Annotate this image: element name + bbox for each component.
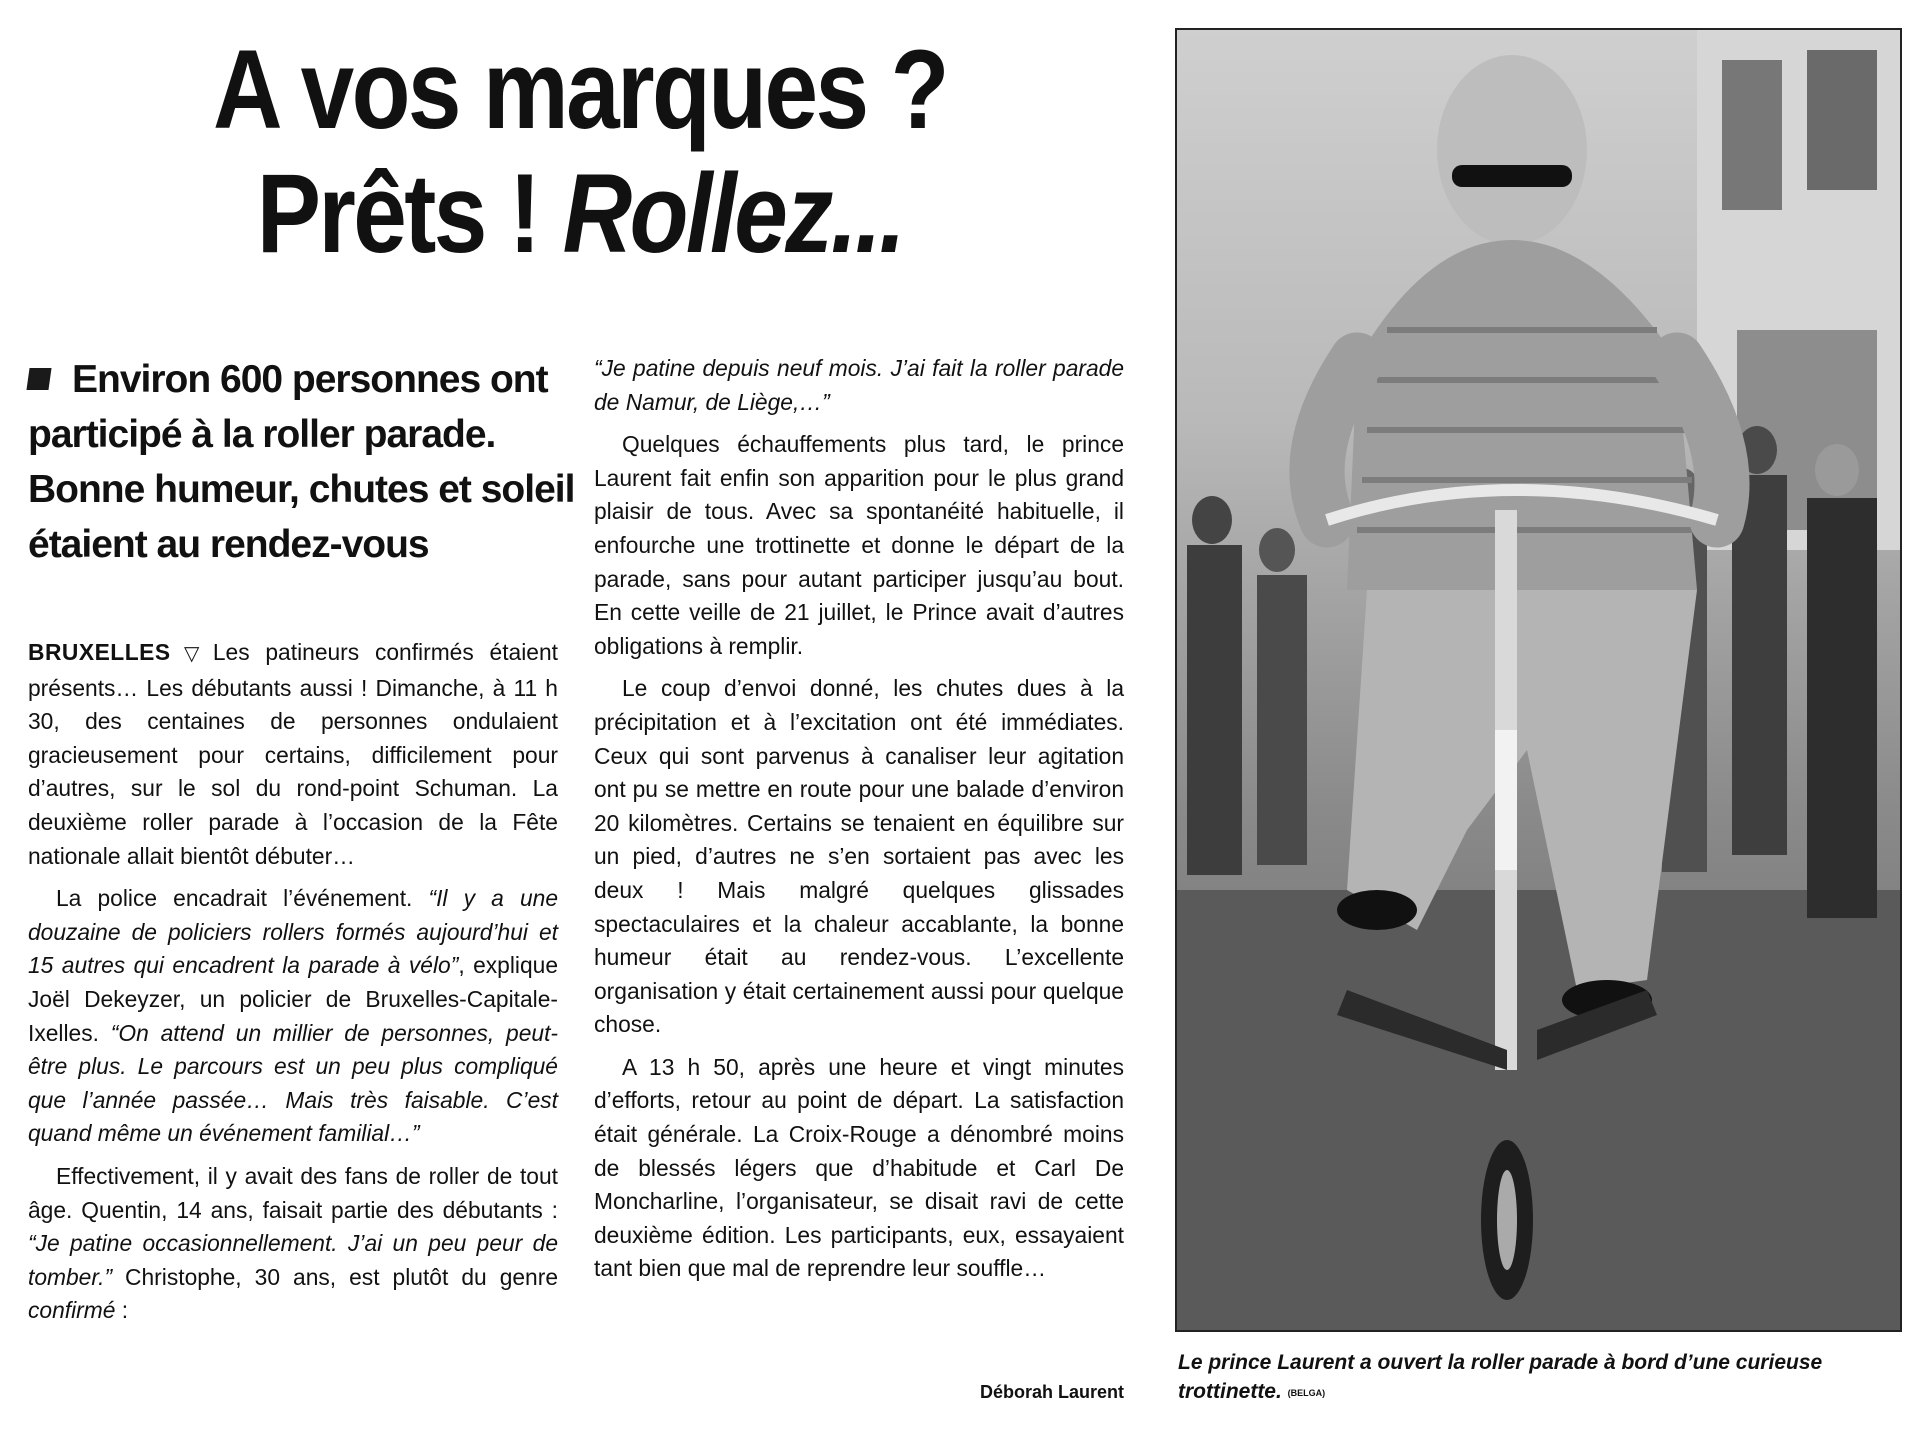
square-bullet-icon xyxy=(26,368,51,390)
p3-quote-2: confirmé xyxy=(28,1297,116,1324)
headline-line-2 xyxy=(116,152,1045,276)
dateline: BRUXELLES xyxy=(28,639,171,665)
article-paragraph-6: Le coup d’envoi donné, les chutes dues à la précipitation et à l’excitation ont été immédiates. Ceux qui sont parvenus à canaliser leur agitation ont pu se mettre en route pour une balade d’environ 20 kilomètres. Certains se tenaient en équilibre sur un pied, d’autres ne s’en sortaient pas avec les deux ! Mais malgré quelques glissades spectaculaires et la chaleur accablante, la bonne humeur était au rendez-vous. L’excellente organisation y était certainement aussi pour quelque chose. xyxy=(594,675,1124,1038)
article-paragraph-4 xyxy=(594,352,1124,419)
headline-line-2-italic: Rollez... xyxy=(562,151,904,276)
headline-line-1: A vos marques ? xyxy=(213,27,947,152)
lead-paragraph xyxy=(28,352,578,572)
p3-text-a: Effectivement, il y avait des fans de roller de tout âge. Quentin, 14 ans, faisait partie des débutants : xyxy=(28,1162,558,1223)
photo-caption-text: Le prince Laurent a ouvert la roller parade à bord d’une curieuse trottinette. xyxy=(1178,1351,1823,1403)
article-column-1 xyxy=(28,636,558,1337)
headline xyxy=(116,28,1045,276)
article-paragraph-7: A 13 h 50, après une heure et vingt minutes d’efforts, retour au point de départ. La satisfaction était générale. La Croix-Rouge a dénombré moins de blessés légers que d’habitude et Carl De Moncharline, l’organisateur, se disait ravi de cette deuxième édition. Les participants, eux, essayaient tant bien que mal de reprendre leur souffle… xyxy=(594,1053,1124,1282)
p3-text-c: : xyxy=(115,1297,129,1324)
article-column-2 xyxy=(594,352,1124,1295)
p2-quote-1: “Il y a une douzaine de policiers rollers formés aujourd’hui et 15 autres qui encadrent la parade à vélo” xyxy=(28,885,559,979)
photo-caption xyxy=(1178,1348,1898,1408)
article-paragraph-5: Quelques échauffements plus tard, le prince Laurent fait enfin son apparition pour le plus grand plaisir de tous. Avec sa spontanéité habituelle, il enfourche une trottinette et donne le départ de la parade, sans pour autant participer jusqu’au bout. En cette veille de 21 juillet, le Prince avait d’autres obligations à remplir. xyxy=(594,431,1124,659)
p3-quote-1: “Je patine occasionnellement. J’ai un peu peur de tomber.” xyxy=(28,1230,558,1290)
p3-text-b: Christophe, 30 ans, est plutôt du genre xyxy=(112,1263,558,1290)
p4-quote: “Je patine depuis neuf mois. J’ai fait la roller parade de Namur, de Liège,…” xyxy=(594,355,1124,415)
article-paragraph-2 xyxy=(28,882,558,1151)
triangle-marker-icon: ▽ xyxy=(174,643,209,665)
byline: Déborah Laurent xyxy=(979,1382,1124,1402)
article-paragraph-1-text: Les patineurs confirmés étaient présents… Les débutants aussi ! Dimanche, à 11 h 30, des centaines de personnes ondulaient gracieusement pour certains, difficilement pour d’autres, sur le sol du rond-point Schuman. La deuxième roller parade à l’occasion de la Fête nationale allait bientôt débuter… xyxy=(28,639,558,869)
headline-line-2-upright: Prêts ! xyxy=(256,151,563,276)
p2-text-a: La police encadrait l’événement. xyxy=(56,885,429,912)
p2-text-b: , explique Joël Dekeyzer, un policier de Bruxelles-Capitale-Ixelles. xyxy=(28,952,559,1046)
article-paragraph-3 xyxy=(28,1160,558,1328)
lead-text: Environ 600 personnes ont participé à la roller parade. Bonne humeur, chutes et soleil étaient au rendez-vous xyxy=(28,358,575,566)
photo-scooter-scene xyxy=(1177,30,1900,1330)
p2-quote-2: “On attend un millier de personnes, peut-être plus. Le parcours est un peu plus compliqué que l’année passée… Mais très faisable. C’est quand même un événement familial…” xyxy=(28,1019,558,1147)
article-paragraph-1 xyxy=(28,636,558,873)
news-photo xyxy=(1175,28,1902,1332)
photo-credit: (BELGA) xyxy=(1287,1388,1326,1398)
